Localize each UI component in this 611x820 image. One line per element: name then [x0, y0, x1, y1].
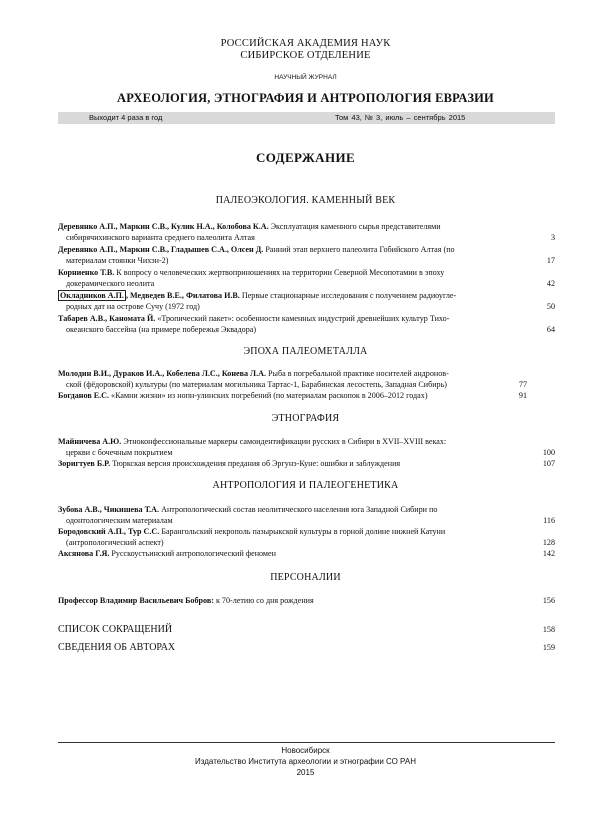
toc-entry[interactable]	[58, 391, 555, 402]
branch-name: СИБИРСКОЕ ОТДЕЛЕНИЕ	[240, 50, 371, 61]
entry-title: К вопросу о человеческих жертвоприношениях на территории Северной Месопотамии в эпоху	[116, 268, 445, 277]
toc-entry[interactable]	[58, 222, 555, 243]
contents-heading: СОДЕРЖАНИЕ	[255, 150, 356, 165]
entry-page-number: 50	[546, 301, 555, 311]
toc-entry[interactable]	[58, 459, 555, 470]
entry-page-number: 159	[542, 643, 555, 652]
entry-title-continued: сибирячихинского варианта среднего палеолита Алтая	[66, 232, 255, 242]
entry-authors: Корниенко Т.В.	[58, 268, 115, 277]
entry-title-continued: церкви с бочечным покрытием	[66, 447, 173, 457]
entry-page-number: 3	[550, 232, 555, 242]
entry-title-continued: докерамического неолита	[66, 278, 155, 288]
issue-info-bar	[58, 112, 555, 124]
footer-city: Новосибирск	[281, 746, 330, 755]
entry-title: к 70-летию со дня рождения	[215, 596, 314, 605]
publication-frequency: Выходит 4 раза в год	[89, 113, 163, 122]
entry-title: Рыба в погребальной практике носителей андронов-	[268, 369, 449, 378]
section-title: ПЕРСОНАЛИИ	[270, 572, 341, 583]
entry-authors: Бородовский А.П., Тур С.С.	[58, 527, 160, 536]
entry-authors: Молодин В.И., Дураков И.А., Кобелева Л.С., Конева Л.А.	[58, 369, 266, 378]
extra-label: СВЕДЕНИЯ ОБ АВТОРАХ	[58, 642, 176, 653]
entry-page-number: 158	[542, 625, 555, 634]
toc-entry[interactable]	[58, 549, 555, 560]
entry-authors: Богданов Е.С.	[58, 391, 110, 400]
toc-entry[interactable]	[58, 314, 555, 335]
footer-publisher: Издательство Института археологии и этнографии СО РАН	[195, 757, 416, 766]
entry-title: Ранний этап верхнего палеолита Гобийского Алтая (по	[265, 245, 455, 254]
entry-page-number: 128	[542, 537, 555, 547]
entry-title-continued: океанского бассейна (на примере побережья Эквадора)	[66, 324, 257, 334]
toc-entry[interactable]	[58, 245, 555, 266]
toc-entry[interactable]	[58, 596, 555, 607]
footer-year: 2015	[296, 768, 315, 777]
journal-type: НАУЧНЫЙ ЖУРНАЛ	[274, 74, 337, 81]
entry-authors: Зубова А.В., Чикишева Т.А.	[58, 505, 160, 514]
entry-title-continued: родных дат на острове Сучу (1972 год)	[66, 301, 200, 311]
entry-title: Этноконфессиональные маркеры самоидентификации русских в Сибири в XVII–XVIII веках:	[123, 437, 447, 446]
entry-page-number: 156	[542, 596, 555, 605]
entry-title: Русскоустьинский антропологический феномен	[111, 549, 276, 558]
entry-authors: Деревянко А.П., Маркин С.В., Гладышев С.А., Олсен Д.	[58, 245, 264, 254]
entry-page-number: 64	[546, 324, 555, 334]
entry-title: Барангольский некрополь пазырыкской культуры в горной долине нижней Катуни	[161, 527, 446, 536]
entry-title: Эксплуатация каменного сырья представителями	[270, 222, 441, 231]
toc-entry[interactable]	[58, 437, 555, 458]
entry-page-number: 91	[518, 391, 527, 400]
toc-entry[interactable]	[58, 527, 555, 548]
entry-page-number: 107	[542, 459, 555, 468]
entry-title-continued: (антропологический аспект)	[66, 537, 164, 547]
entry-author-memorial-box: Окладников А.П.	[60, 291, 124, 300]
academy-name: РОССИЙСКАЯ АКАДЕМИЯ НАУК	[220, 38, 391, 49]
issue-details: Том 43, № 3, июль – сентябрь 2015	[335, 113, 466, 122]
entry-title-continued: ской (фёдоровской) культуры (по материалам могильника Тартас-1, Барабинская лесостепь, Западная Сибирь)	[66, 379, 447, 389]
entry-page-number: 116	[543, 515, 555, 525]
entry-page-number: 17	[546, 255, 555, 265]
authors-info-entry[interactable]	[58, 641, 555, 654]
entry-title: Первые стационарные исследования с получением радиоугле-	[241, 291, 457, 300]
entry-page-number: 42	[546, 278, 555, 288]
toc-entry[interactable]	[58, 369, 555, 390]
entry-authors: , Медведев В.Е., Филатова И.В.	[125, 291, 240, 300]
journal-title: АРХЕОЛОГИЯ, ЭТНОГРАФИЯ И АНТРОПОЛОГИЯ ЕВРАЗИИ	[117, 91, 494, 105]
toc-entry[interactable]	[58, 291, 555, 312]
entry-page-number: 142	[542, 549, 555, 558]
section-title: ЭПОХА ПАЛЕОМЕТАЛЛА	[243, 346, 368, 357]
footer-divider	[58, 742, 555, 743]
entry-title: «Тропический пакет»: особенности каменных индустрий древнейших культур Тихо-	[157, 314, 450, 323]
entry-authors: Профессор Владимир Васильевич Бобров:	[58, 596, 214, 605]
extra-label: СПИСОК СОКРАЩЕНИЙ	[58, 624, 173, 635]
entry-authors: Аксянова Г.Я.	[58, 549, 110, 558]
entry-authors: Табарев А.В., Каномата Й.	[58, 314, 156, 323]
abbreviations-list-entry[interactable]	[58, 623, 555, 636]
section-title: ПАЛЕОЭКОЛОГИЯ. КАМЕННЫЙ ВЕК	[215, 195, 396, 206]
section-title: АНТРОПОЛОГИЯ И ПАЛЕОГЕНЕТИКА	[212, 480, 399, 491]
entry-title: «Камни жизни» из нопн-улинских погребений (по материалам раскопок в 2006–2012 годах)	[111, 391, 428, 400]
entry-page-number: 77	[518, 379, 527, 389]
entry-title: Тюркская версия происхождения предания об Эргунэ-Куне: ошибки и заблуждения	[112, 459, 401, 468]
toc-entry[interactable]	[58, 505, 555, 526]
entry-authors: Деревянко А.П., Маркин С.В., Кулик Н.А., Колобова К.А.	[58, 222, 269, 231]
entry-authors: Майничева А.Ю.	[58, 437, 122, 446]
entry-title-continued: одонтологическим материалам	[66, 515, 173, 525]
toc-entry[interactable]	[58, 268, 555, 289]
entry-page-number: 100	[542, 447, 555, 457]
entry-title: Антропологический состав неолитического населения юга Западной Сибири по	[161, 505, 438, 514]
entry-authors: Зоригтуев Б.Р.	[58, 459, 111, 468]
section-title: ЭТНОГРАФИЯ	[271, 413, 340, 424]
entry-title-continued: материалам стоянки Чихэн-2)	[66, 255, 169, 265]
